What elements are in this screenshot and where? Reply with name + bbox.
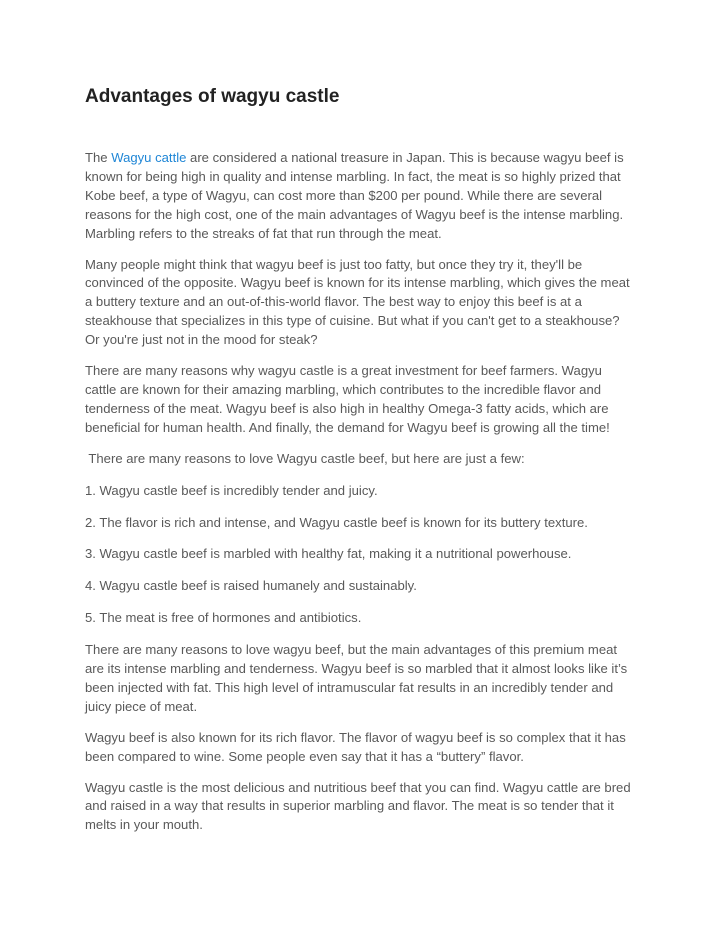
list-item: 1. Wagyu castle beef is incredibly tender and juicy. <box>85 482 378 498</box>
list-item: 4. Wagyu castle beef is raised humanely and sustainably. <box>85 578 417 594</box>
list-item: 3. Wagyu castle beef is marbled with healthy fat, making it a nutritional powerhouse. <box>85 546 572 562</box>
document-page <box>85 85 635 847</box>
paragraph-fatty-myth: Many people might think that wagyu beef is just too fatty, but once they try it, they'll be convinced of the opposite. Wagyu beef is known for its intense marbling, which gives the meat a buttery texture and an out-of-this-world flavor. The best way to enjoy this beef is at a steakhouse that specializes in this type of cuisine. But what if you can't get to a steakhouse? Or you're just not in the mood for steak? <box>85 256 630 348</box>
paragraph-flavor: Wagyu beef is also known for its rich flavor. The flavor of wagyu beef is so complex that it has been compared to wine. Some people even say that it has a “buttery” flavor. <box>85 729 626 764</box>
list-item: 5. The meat is free of hormones and antibiotics. <box>85 610 362 626</box>
wagyu-cattle-link[interactable]: Wagyu cattle <box>111 150 187 165</box>
intro-text-rest: are considered a national treasure in Japan. This is because wagyu beef is known for being high in quality and intense marbling. In fact, the meat is so highly prized that Kobe beef, a type of Wagyu, can cost more than $200 per pound. While there are several reasons for the high cost, one of the main advantages of Wagyu beef is the intense marbling. Marbling refers to the streaks of fat that run through the meat. <box>85 150 624 241</box>
paragraph-list-intro: There are many reasons to love Wagyu castle beef, but here are just a few: <box>85 450 525 466</box>
list-item: 2. The flavor is rich and intense, and Wagyu castle beef is known for its buttery texture. <box>85 514 588 530</box>
paragraph-delicious: Wagyu castle is the most delicious and nutritious beef that you can find. Wagyu cattle are bred and raised in a way that results in superior marbling and flavor. The meat is so tender that it melts in your mouth. <box>85 779 631 833</box>
page-title: Advantages of wagyu castle <box>85 86 340 107</box>
article-body <box>85 149 635 835</box>
paragraph-investment: There are many reasons why wagyu castle is a great investment for beef farmers. Wagyu cattle are known for their amazing marbling, which contributes to the incredible flavor and tenderness of the meat. Wagyu beef is also high in healthy Omega-3 fatty acids, which are beneficial for human health. And finally, the demand for Wagyu beef is growing all the time! <box>85 363 610 435</box>
intro-paragraph <box>85 149 635 244</box>
paragraph-marbling: There are many reasons to love wagyu beef, but the main advantages of this premium meat are its intense marbling and tenderness. Wagyu beef is so marbled that it almost looks like it’s been injected with fat. This high level of intramuscular fat results in an incredibly tender and juicy piece of meat. <box>85 642 628 714</box>
intro-text-start: The <box>85 150 112 165</box>
reasons-list <box>85 482 635 629</box>
